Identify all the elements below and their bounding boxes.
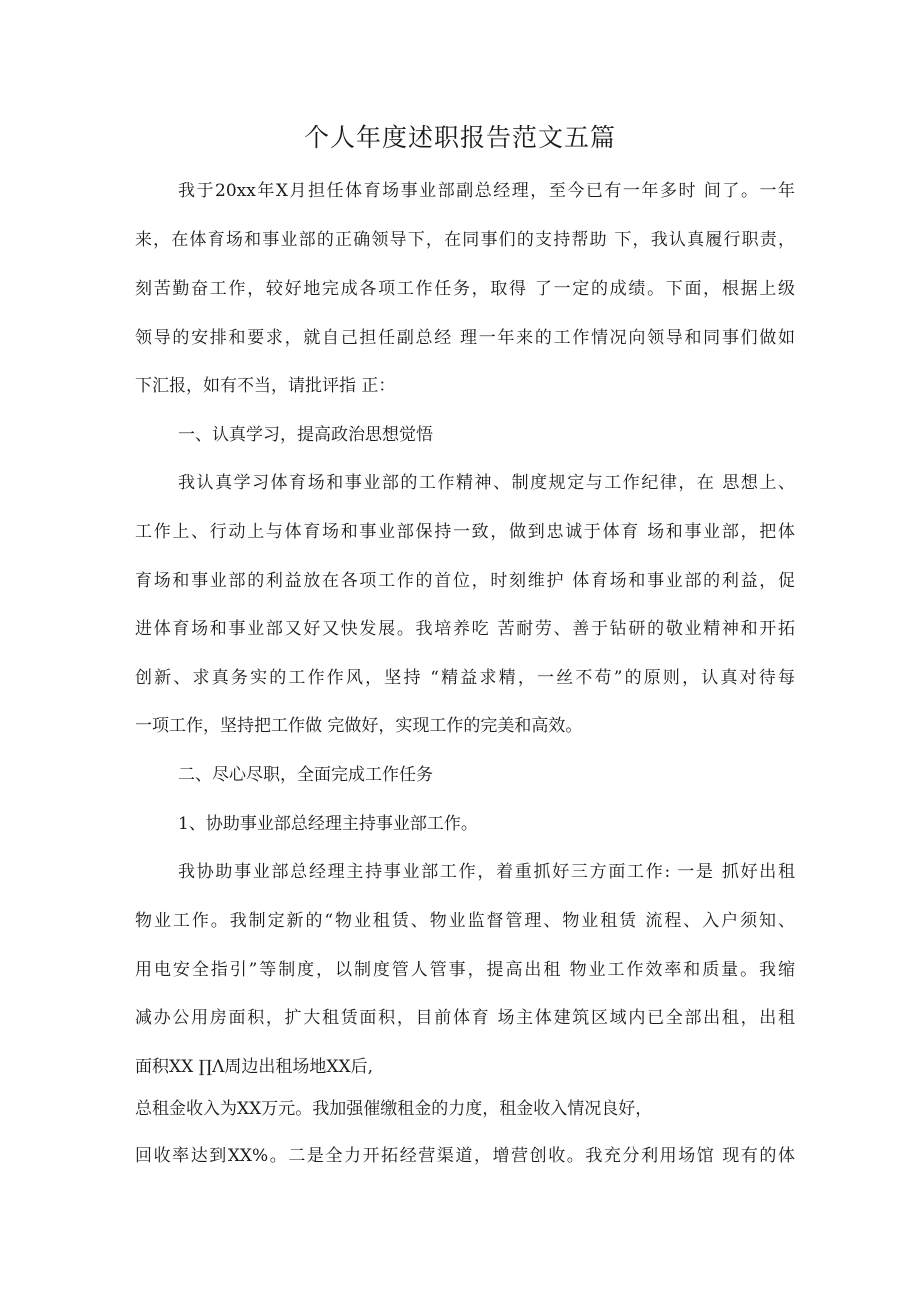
paragraph-line: 来，在体育场和事业部的正确领导下，在同事们的支持帮助 下，我认真履行职责，: [135, 230, 795, 250]
paragraph-line: 领导的安排和要求，就自己担任副总经 理一年来的工作情况向领导和同事们做如: [135, 328, 795, 348]
paragraph-line: 一项工作，坚持把工作做 完做好，实现工作的完美和高效。: [135, 716, 583, 736]
paragraph-line: 我认真学习体育场和事业部的工作精神、制度规定与工作纪律，在 思想上、: [178, 473, 795, 493]
paragraph-line: 面积XX ∏Λ周边出租场地XX后,: [135, 1057, 374, 1077]
paragraph-line: 回收率达到XX%。二是全力开拓经营渠道，增营创收。我充分利用场馆 现有的体: [135, 1146, 795, 1166]
section-heading: 一、认真学习，提高政治思想觉悟: [178, 425, 433, 445]
paragraph-line: 下汇报，如有不当，请批评指 正：: [135, 376, 396, 396]
paragraph-line: 物业工作。我制定新的“物业租赁、物业监督管理、物业租赁 流程、入户须知、: [135, 911, 795, 931]
paragraph-line: 我于20xx年X月担任体育场事业部副总经理，至今已有一年多时 间了。一年: [178, 181, 795, 201]
paragraph-line: 进体育场和事业部又好又快发展。我培养吃 苦耐劳、善于钻研的敬业精神和开拓: [135, 619, 795, 639]
paragraph-line: 用电安全指引”等制度，以制度管人管事，提高出租 物业工作效率和质量。我缩: [135, 960, 795, 980]
section-heading: 二、尽心尽职，全面完成工作任务: [178, 765, 433, 785]
paragraph-line: 工作上、行动上与体育场和事业部保持一致，做到忠诚于体育 场和事业部，把体: [135, 522, 795, 542]
paragraph-line: 总租金收入为XX万元。我加强催缴租金的力度，租金收入情况良好，: [135, 1099, 653, 1119]
document-title: 个人年度述职报告范文五篇: [303, 123, 616, 152]
paragraph-line: 减办公用房面积，扩大租赁面积，目前体育 场主体建筑区域内已全部出租，出租: [135, 1008, 795, 1028]
paragraph-line: 我协助事业部总经理主持事业部工作，着重抓好三方面工作: 一是 抓好出租: [178, 862, 795, 882]
paragraph-line: 刻苦勤奋工作，较好地完成各项工作任务，取得 了一定的成绩。下面，根据上级: [135, 279, 795, 299]
paragraph-line: 创新、求真务实的工作作风，坚持 “精益求精，一丝不苟”的原则，认真对待每: [135, 668, 795, 688]
paragraph-line: 育场和事业部的利益放在各项工作的首位，时刻维护 体育场和事业部的利益，促: [135, 571, 795, 591]
subsection-heading: 1、协助事业部总经理主持事业部工作。: [178, 814, 478, 834]
